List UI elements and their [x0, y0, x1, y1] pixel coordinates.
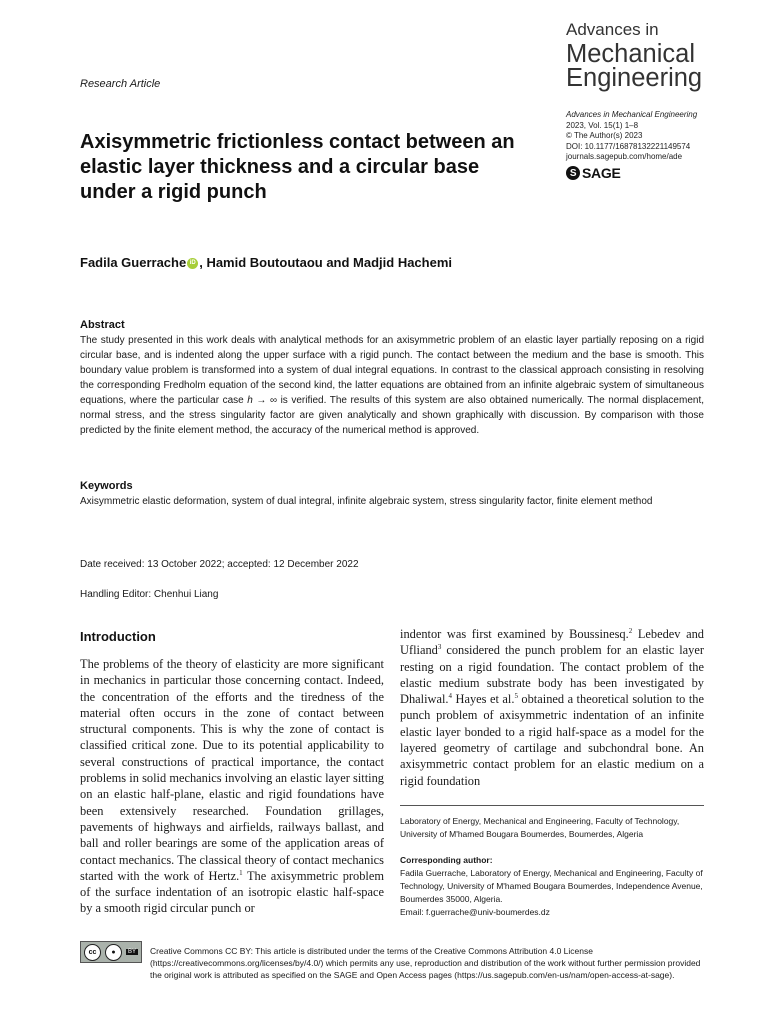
sage-logo-icon: S: [566, 166, 580, 180]
cc-icon: cc: [84, 944, 101, 961]
meta-journal-name: Advances in Mechanical Engineering: [566, 110, 698, 119]
author-list: [80, 255, 452, 270]
by-icon: ●: [105, 944, 122, 961]
footnote-divider: [400, 805, 704, 806]
author-rest: , Hamid Boutoutaou and Madjid Hachemi: [199, 255, 453, 270]
keywords-text: Axisymmetric elastic deformation, system of dual integral, infinite algebraic system, stress singularity factor, finite element method: [80, 496, 653, 507]
abstract-text-before: The study presented in this work deals with analytical methods for an axisymmetric problem of an elastic layer partially reposing on a rigid circular base, and is indented along the upper surface with a rigid punch. The contact between the medium and the base is smooth. This boundary value problem is transformed into a system of dual integral equations. In contrast to the classical approach consisting in resolving the corresponding Fredholm equation of the second kind, the latter equations are obtained from an infinite algebraic system of simultaneous equations, where the particular case: [80, 335, 704, 406]
orcid-icon[interactable]: iD: [187, 258, 198, 269]
by-label: BY: [128, 949, 137, 955]
intro-right-text-5: obtained a theoretical solution to the punch problem of axisymmetric indentation of an infinite elastic layer bonded to a rigid half-space as a model for the layered geometry of cartilage and subchondral bone. An axisymmetric contact problem for an elastic medium on a rigid foundation: [400, 692, 704, 788]
abstract: [80, 318, 704, 438]
abstract-heading: Abstract: [80, 319, 125, 331]
article-title: Axisymmetric frictionless contact between an elastic layer thickness and a circular base under a rigid punch: [80, 131, 515, 203]
keywords: [80, 479, 704, 509]
reference-5[interactable]: 5: [514, 692, 518, 701]
body-column-right: [400, 626, 704, 789]
affiliation: Laboratory of Energy, Mechanical and Engineering, Faculty of Technology, University of M'hamed Bougara Boumerdes, Boumerdes, Algeria: [400, 816, 680, 839]
meta-copyright: © The Author(s) 2023: [566, 131, 643, 140]
journal-title-line2: Mechanical: [566, 40, 695, 68]
intro-left-text-2: The axisymmetric problem of the surface indentation of an isotropic elastic half-space by a smooth rigid circular punch or: [80, 868, 384, 916]
intro-right-text-3: considered the punch problem for an elastic layer resting on a rigid foundation. The contact problem of the elastic medium substrate body has been investigated by Dhaliwal.: [400, 643, 704, 707]
author-first: Fadila Guerrache: [80, 255, 187, 270]
corresponding-author: [400, 854, 704, 919]
journal-title-line1: Advances in: [566, 20, 659, 39]
journal-title: [566, 20, 756, 90]
corresponding-email[interactable]: Email: f.guerrache@univ-boumerdes.dz: [400, 907, 550, 917]
article-type: Research Article: [80, 78, 161, 90]
corresponding-heading: Corresponding author:: [400, 855, 493, 865]
abstract-body: [80, 333, 704, 438]
reference-3[interactable]: 3: [437, 643, 442, 652]
sage-logo-text: SAGE: [582, 165, 621, 181]
license-text: [80, 945, 704, 981]
corresponding-text: Fadila Guerrache, Laboratory of Energy, Mechanical and Engineering, Faculty of Technology, University of M'hamed Bougara Boumerdes, Independence Avenue, Boumerdes 35000, Algeria.: [400, 868, 703, 904]
meta-volume: 2023, Vol. 15(1) 1–8: [566, 120, 639, 130]
introduction-heading: Introduction: [80, 629, 156, 644]
intro-right-text-1: indentor was first examined by Boussinesq.: [400, 627, 629, 641]
abstract-math: h → ∞: [247, 395, 278, 406]
dates-received: Date received: 13 October 2022; accepted: 12 December 2022: [80, 559, 359, 570]
journal-title-line3: Engineering: [566, 64, 703, 92]
sage-logo: [566, 165, 620, 181]
reference-2[interactable]: 2: [628, 626, 633, 635]
license-line: Creative Commons CC BY: This article is distributed under the terms of the Creative Commons Attribution 4.0 License (https://creativecommons.org/licenses/by/4.0/) which permits any use, reproduction and distribution of the work without further permission provided the original work is attributed as specified on the SAGE and Open Access pages (https://us.sagepub.com/en-us/nam/open-access-at-sage).: [150, 946, 701, 980]
intro-right-text-4: Hayes et al.: [452, 692, 515, 707]
handling-editor: Handling Editor: Chenhui Liang: [80, 589, 219, 600]
body-column-left: [80, 656, 384, 917]
keywords-heading: Keywords: [80, 480, 133, 492]
reference-1[interactable]: 1: [239, 868, 243, 877]
meta-url[interactable]: journals.sagepub.com/home/ade: [566, 152, 683, 161]
intro-left-text-1: The problems of the theory of elasticity are more significant in mechanics in particular those concerning contact. Indeed, the concentration of the efforts and the tiredness of the material often occurs in the zone of contact between structural components. This is why the zone of contact is classified critical zone. Due to its potential applicability to several constructions of practical importance, the contact problems in solid mechanics involving an elastic layer sitting on an elastic half-plane, elastic and rigid foundations have been extensively researched. Foundation grillages, pavements of highways and airfields, railways ballast, and ball and roller bearings are some of the application areas of contact mechanics. The classical theory of contact mechanics started with the work of Hertz.: [80, 657, 384, 883]
intro-right-text-2: Lebedev and Ufliand: [400, 627, 704, 658]
reference-4[interactable]: 4: [448, 692, 453, 701]
abstract-text-after: is verified. The results of this system are also obtained numerically. The normal displacement, normal stress, and the stress singularity factor are given analytically and shown graphically with discussion. By comparison with those predicted by the finite element method, the accuracy of the numerical method is approved.: [80, 395, 704, 436]
meta-doi[interactable]: DOI: 10.1177/16878132221149574: [566, 141, 691, 151]
article-meta: [566, 110, 697, 163]
